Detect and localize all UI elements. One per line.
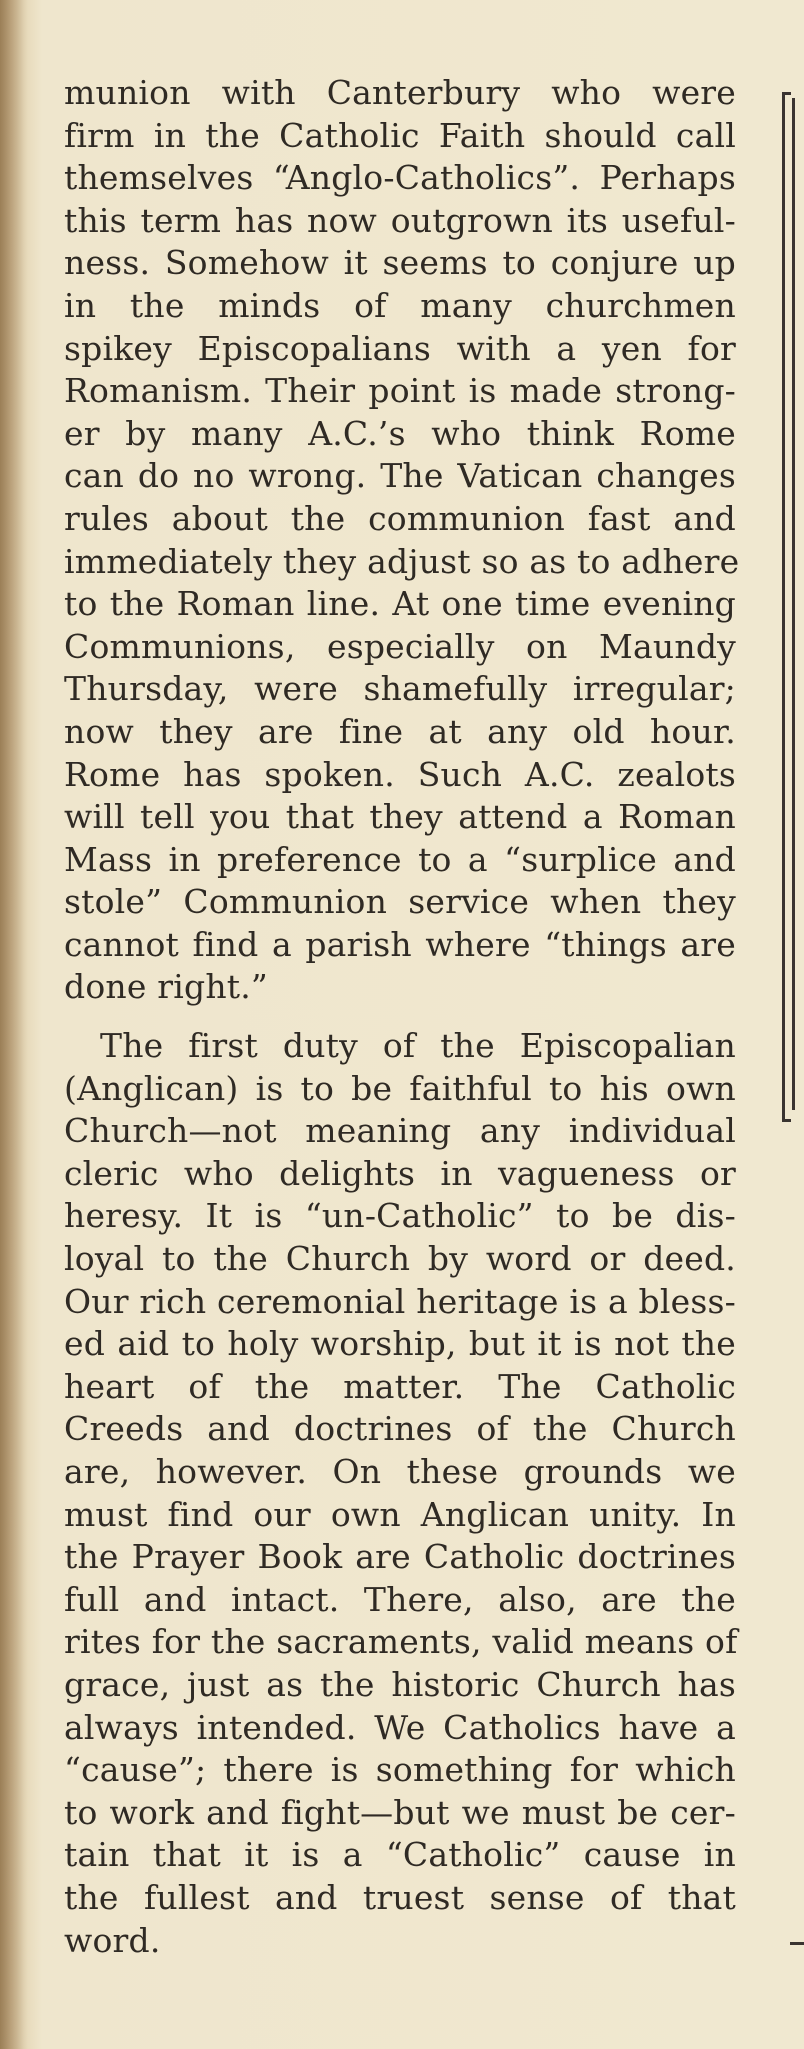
adjacent-column-mark bbox=[790, 1942, 804, 1945]
text-line: the Prayer Book are Catholic doctrines bbox=[64, 1537, 736, 1577]
text-line: will tell you that they attend a Roman bbox=[64, 797, 736, 837]
text-line: tain that it is a “Catholic” cause in bbox=[64, 1835, 736, 1875]
text-line: heart of the matter. The Catholic bbox=[64, 1366, 736, 1406]
article-text-column bbox=[64, 72, 740, 1962]
text-line: cannot find a parish where “things are bbox=[64, 924, 736, 964]
text-line: munion with Canterbury who were bbox=[64, 73, 736, 112]
paragraph-1 bbox=[64, 72, 740, 1009]
text-line: the fullest and truest sense of that bbox=[64, 1877, 736, 1917]
text-line: full and intact. There, also, are the bbox=[64, 1579, 736, 1619]
adjacent-column-inner-border bbox=[792, 98, 795, 1110]
text-line: (Anglican) is to be faithful to his own bbox=[64, 1068, 736, 1108]
text-line: to work and fight—but we must be cer- bbox=[64, 1792, 736, 1832]
text-line: heresy. It is “un-Catholic” to be dis- bbox=[64, 1196, 736, 1236]
text-line: rites for the sacraments, valid means of bbox=[64, 1622, 738, 1662]
text-line: Mass in preference to a “surplice and bbox=[64, 839, 736, 879]
paragraph-spacer bbox=[64, 1009, 736, 1025]
text-line: always intended. We Catholics have a bbox=[64, 1707, 736, 1747]
text-line: can do no wrong. The Vatican changes bbox=[64, 456, 736, 496]
text-line: Church—not meaning any individual bbox=[64, 1111, 736, 1151]
text-line: rules about the communion fast and bbox=[64, 498, 736, 538]
text-line: “cause”; there is something for which bbox=[64, 1750, 736, 1790]
text-line: Communions, especially on Maundy bbox=[64, 626, 736, 666]
paragraph-2 bbox=[64, 1025, 736, 1962]
text-line: are, however. On these grounds we bbox=[64, 1452, 736, 1491]
text-line: spikey Episcopalians with a yen for bbox=[64, 328, 736, 368]
text-line: loyal to the Church by word or deed. bbox=[64, 1239, 736, 1279]
text-line: done right.” bbox=[64, 967, 268, 1007]
text-line: Rome has spoken. Such A.C. zealots bbox=[64, 754, 736, 794]
text-line: Romanism. Their point is made strong- bbox=[64, 371, 736, 411]
text-line: this term has now outgrown its useful- bbox=[64, 200, 736, 240]
text-line: to the Roman line. At one time evening bbox=[64, 584, 736, 624]
text-line: in the minds of many churchmen bbox=[64, 285, 736, 325]
adjacent-column-border bbox=[782, 92, 791, 1122]
text-line: ness. Somehow it seems to conjure up bbox=[64, 243, 736, 283]
text-line: themselves “Anglo-Catholics”. Perhaps bbox=[64, 158, 736, 198]
text-line: grace, just as the historic Church has bbox=[64, 1664, 736, 1704]
text-line: immediately they adjust so as to adhere bbox=[64, 541, 740, 581]
text-line: er by many A.C.’s who think Rome bbox=[64, 413, 736, 453]
text-line: cleric who delights in vagueness or bbox=[64, 1153, 736, 1193]
text-line: firm in the Catholic Faith should call bbox=[64, 115, 736, 155]
text-line: The first duty of the Episcopalian bbox=[100, 1026, 736, 1066]
text-line: must find our own Anglican unity. In bbox=[64, 1494, 736, 1534]
text-line: Thursday, were shamefully irregular; bbox=[64, 669, 736, 709]
text-line: stole” Communion service when they bbox=[64, 882, 736, 922]
text-line: Creeds and doctrines of the Church bbox=[64, 1409, 736, 1449]
page-binding-shadow bbox=[0, 0, 28, 2049]
text-line: now they are fine at any old hour. bbox=[64, 711, 736, 751]
text-line: Our rich ceremonial heritage is a bless- bbox=[64, 1281, 736, 1321]
text-line: word. bbox=[64, 1920, 161, 1960]
text-line: ed aid to holy worship, but it is not the bbox=[64, 1324, 736, 1364]
